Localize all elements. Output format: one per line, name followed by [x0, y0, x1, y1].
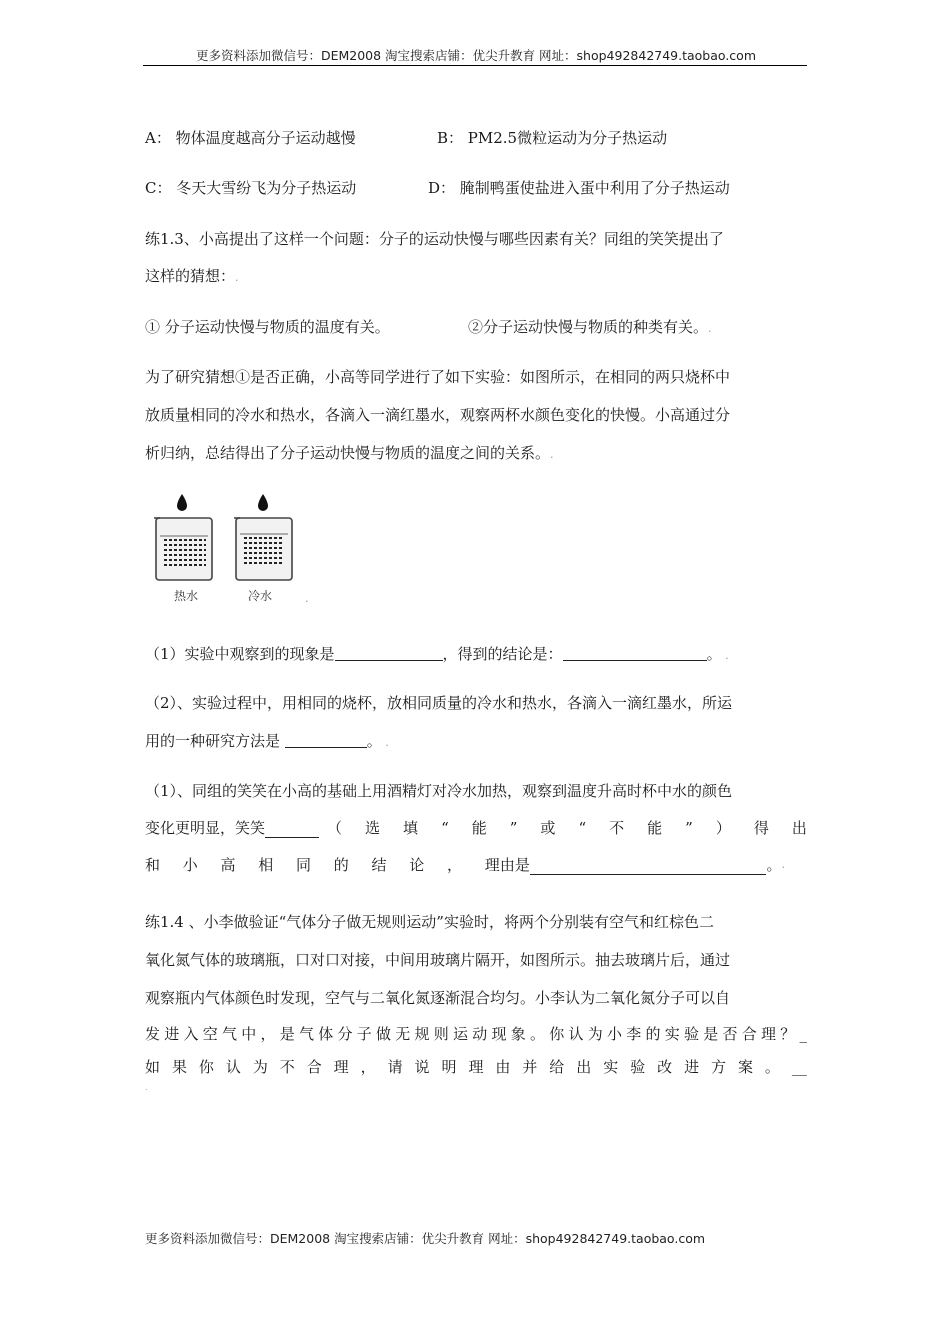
option-c: C： 冬天大雪纷飞为分子热运动 — [145, 179, 357, 197]
q14-line-4-char: 小 — [607, 1025, 623, 1043]
q14-line-4-char: 象 — [510, 1025, 526, 1043]
guess-1: ① 分子运动快慢与物质的温度有关。 — [145, 318, 390, 336]
q14-line-4-char: 。 — [530, 1025, 546, 1043]
q14-line-4-char: 子 — [356, 1025, 372, 1043]
q14-line-4-char: 规 — [414, 1025, 430, 1043]
page-header: 更多资料添加微信号：DEM2008 淘宝搜索店铺：优尖升教育 网址：shop492842749.taobao.com — [195, 48, 757, 63]
q14-line-5-char: 如 — [145, 1058, 161, 1076]
sub2-prompt: 用的一种研究方法是 — [145, 732, 281, 750]
guess-2: ②分子运动快慢与物质的种类有关。. — [468, 318, 712, 336]
reason-prompt-char: 小 — [182, 856, 198, 874]
q14-line-4 — [145, 1024, 807, 1044]
reason-prompt-char: 理 — [484, 856, 500, 874]
reason-prompt-char: 结 — [371, 856, 387, 874]
q14-line-4-char: 是 — [703, 1025, 719, 1043]
q13-line-2: 这样的猜想：. — [145, 267, 239, 285]
q14-line-4-char: 中 — [241, 1025, 257, 1043]
q14-line-5-char: __ — [791, 1058, 807, 1076]
reason-prompt-char: 高 — [220, 856, 236, 874]
document-page: 更多资料添加微信号：DEM2008 淘宝搜索店铺：优尖升教育 网址：shop492842749.taobao.com A： 物体温度越高分子运动越慢 B： PM2.5微粒运动为分子热运动 C： 冬天大雪纷飞为分子热运动 D： 腌制鸭蛋使盐进入蛋中利用了分子热运动 练1.3、小高提出了这样一个问题：分子的运动快慢与哪些因素有关？同组的笑笑提出了 这样的猜想：. ① 分子运动快慢与物质的温度有关。 ②分子运动快慢与物质的种类有关。. 为了研究猜想①是否正确，小高等同学进行了如下实验：如图所示，在相同的两只烧杯中 放质量相同的冷水和热水，各滴入一滴红墨水，观察两杯水颜色变化的快慢。小高通过分 析归纳，总结得出了分子运动快慢与物质的温度之间的关系。. 热水 冷水 . （1）实验中观察到的现象是 ，得到的结论是： 。 . （2）、实验过程中，用相同的烧杯，放相同质量的冷水和热水，各滴入一滴红墨水，所运 用的一种研究方法是 。 . （1）、同组的笑笑在小高的基础上用酒精灯对冷水加热，观察到温度升高时杯中水的颜色 变化更明显，笑笑 （ 选 填 “ 能 ” 或 “ 不 能 ” ） 得 出 和 小 高 相 同 的 结 论 ， 理 由是 。 . 练1.4 、小李做验证“气体分子做无规则运动”实验时，将两个分别装有空气和红棕色二 氧化氮气体的玻璃瓶，口对口对接，中间用玻璃片隔开，如图所示。抽去玻璃片后，通过 观察瓶内气体颜色时发现，空气与二氧化氮逐渐混合均匀。小李认为二氧化氮分子可以自 发 进 入 空 气 中 ， 是 气 体 分 子 做 无 规 则 运 动 现 象 。 你 认 为 小 李 的 实 验 是 否 合 理 ？ _ 如 果 你 认 为 不 合 理 ， 请 说 明 理 由 并 给 出 实 验 改 进 方 案 。 __ . 更多资料添加微信号：DEM2008 淘宝搜索店铺：优尖升教育 网址：shop492842749.taobao.com — [145, 48, 807, 1246]
q14-line-5-char: ， — [360, 1058, 376, 1076]
q14-line-5-char: 验 — [630, 1058, 646, 1076]
sub2-end: 。 — [366, 732, 382, 750]
cold-water-label: 冷水 — [248, 589, 273, 603]
q14-line-3: 观察瓶内气体颜色时发现，空气与二氧化氮逐渐混合均匀。小李认为二氧化氮分子可以自 — [145, 989, 731, 1007]
q14-line-4-char: 发 — [145, 1025, 161, 1043]
reason-prompt-char: 同 — [296, 856, 312, 874]
ink-drop-icon — [258, 494, 268, 511]
sub3-prompt: 变化更明显，笑笑 — [145, 819, 266, 837]
option-b: B： PM2.5微粒运动为分子热运动 — [437, 129, 668, 147]
q14-line-5-char: 给 — [549, 1058, 565, 1076]
q14-line-4-char: 的 — [645, 1025, 661, 1043]
q14-line-4-char: 进 — [164, 1025, 180, 1043]
q14-line-4-char: 实 — [664, 1025, 680, 1043]
q14-line-5-char: 实 — [603, 1058, 619, 1076]
hot-water-label: 热水 — [174, 589, 199, 603]
page-footer: 更多资料添加微信号：DEM2008 淘宝搜索店铺：优尖升教育 网址：shop492842749.taobao.com — [145, 1231, 706, 1246]
reason-prompt-char: 相 — [258, 856, 274, 874]
sub3-reason-prompt — [145, 855, 500, 875]
reason-prompt-char: 论 — [409, 856, 425, 874]
sub-question-1: （1）实验中观察到的现象是 ，得到的结论是： 。 . — [145, 645, 729, 663]
answer-blank-conclusion[interactable] — [563, 644, 707, 661]
sub1-end: 。 — [706, 645, 722, 663]
q14-line-4-char: 入 — [183, 1025, 199, 1043]
choice-hint-char: 选 — [365, 819, 381, 837]
beaker-figure: 热水 冷水 . — [150, 492, 320, 607]
q13-para-3-text: 析归纳，总结得出了分子运动快慢与物质的温度之间的关系。 — [145, 444, 551, 462]
q14-line-4-char: 空 — [202, 1025, 218, 1043]
q14-line-5-char: 合 — [306, 1058, 322, 1076]
q14-line-5-char: 。 — [764, 1058, 780, 1076]
q14-line-4-char: 验 — [684, 1025, 700, 1043]
choice-hint-char: （ — [327, 819, 343, 837]
reason-prompt-char: ， — [447, 856, 463, 874]
q14-line-5-char: 你 — [198, 1058, 214, 1076]
q14-line-5-char: 明 — [441, 1058, 457, 1076]
q14-line-5-char: 理 — [333, 1058, 349, 1076]
choice-hint-char: 出 — [791, 819, 807, 837]
q14-line-4-char: 你 — [549, 1025, 565, 1043]
q14-line-4-char: _ — [799, 1025, 807, 1043]
q14-line-4-char: 体 — [318, 1025, 334, 1043]
q14-line-5-char: 请 — [387, 1058, 403, 1076]
choice-hint-char: 能 — [471, 819, 487, 837]
q14-line-5-char: 认 — [225, 1058, 241, 1076]
q14-line-4-char: 动 — [472, 1025, 488, 1043]
q14-line-4-char: 李 — [626, 1025, 642, 1043]
option-d: D： 腌制鸭蛋使盐进入蛋中利用了分子热运动 — [428, 179, 730, 197]
header-divider — [143, 65, 807, 66]
answer-blank-reason[interactable] — [530, 858, 767, 875]
q14-line-4-char: 认 — [568, 1025, 584, 1043]
q14-line-4-char: 分 — [337, 1025, 353, 1043]
reason-prompt-char: 和 — [145, 856, 161, 874]
q14-line-4-char: 是 — [279, 1025, 295, 1043]
q14-line-4-char: 理 — [761, 1025, 777, 1043]
q14-line-5-char: 理 — [468, 1058, 484, 1076]
q14-line-5-char: 不 — [279, 1058, 295, 1076]
q14-line-5-char: 说 — [414, 1058, 430, 1076]
q14-line-4-char: ？ — [780, 1025, 796, 1043]
q14-line-5-char: 方 — [711, 1058, 727, 1076]
cold-water-beaker — [234, 494, 292, 580]
q14-line-5-char: 为 — [252, 1058, 268, 1076]
q13-line-2-text: 这样的猜想： — [145, 267, 236, 285]
choice-hint-char: “ — [441, 819, 449, 837]
q14-line-4-char: 运 — [453, 1025, 469, 1043]
reason-prompt-char: 的 — [333, 856, 349, 874]
choice-hint-char: 不 — [609, 819, 625, 837]
q14-line-4-char: 合 — [741, 1025, 757, 1043]
q14-line-5-char: 改 — [657, 1058, 673, 1076]
sub-question-3-line-3: 和 小 高 相 同 的 结 论 ， 理 由是 。 . — [145, 856, 785, 874]
q14-line-1: 练1.4 、小李做验证“气体分子做无规则运动”实验时，将两个分别装有空气和红棕色二 — [145, 913, 714, 931]
q13-para-3: 析归纳，总结得出了分子运动快慢与物质的温度之间的关系。. — [145, 444, 554, 462]
q14-line-4-char: 则 — [433, 1025, 449, 1043]
ink-drop-icon — [177, 494, 187, 511]
choice-hint-char: 能 — [647, 819, 663, 837]
q14-line-2: 氧化氮气体的玻璃瓶，口对口对接，中间用玻璃片隔开，如图所示。抽去玻璃片后，通过 — [145, 951, 731, 969]
choice-hint-char: ” — [509, 819, 518, 837]
hot-water-beaker — [154, 494, 212, 580]
option-a: A： 物体温度越高分子运动越慢 — [145, 129, 356, 147]
q14-line-4-char: 气 — [299, 1025, 315, 1043]
q14-line-5-char: 并 — [522, 1058, 538, 1076]
q14-line-5 — [145, 1057, 807, 1077]
choice-hint-char: “ — [578, 819, 587, 837]
q14-line-5-char: 出 — [576, 1058, 592, 1076]
choice-hint-char: 或 — [540, 819, 556, 837]
q14-line-4-char: 为 — [587, 1025, 603, 1043]
answer-blank-method[interactable] — [285, 731, 367, 748]
q14-line-5-char: 进 — [684, 1058, 700, 1076]
q13-para-2: 放质量相同的冷水和热水，各滴入一滴红墨水，观察两杯水颜色变化的快慢。小高通过分 — [145, 406, 731, 424]
sub3-end: 。 — [766, 856, 782, 874]
sub3-choice-hint — [327, 818, 807, 838]
q13-para-1: 为了研究猜想①是否正确，小高等同学进行了如下实验：如图所示，在相同的两只烧杯中 — [145, 368, 731, 386]
guess-2-text: ②分子运动快慢与物质的种类有关。 — [468, 318, 709, 336]
sub-question-3-line-1: （1）、同组的笑笑在小高的基础上用酒精灯对冷水加热，观察到温度升高时杯中水的颜色 — [145, 782, 733, 800]
q14-line-5-char: 由 — [495, 1058, 511, 1076]
choice-hint-char: 得 — [753, 819, 769, 837]
q14-line-4-char: ， — [260, 1025, 276, 1043]
sub-question-2-line-1: （2）、实验过程中，用相同的烧杯，放相同质量的冷水和热水，各滴入一滴红墨水，所运 — [145, 694, 733, 712]
q14-line-4-char: 无 — [395, 1025, 411, 1043]
sub1-conclusion-prompt: ，得到的结论是： — [442, 645, 563, 663]
q14-line-5-char: 案 — [737, 1058, 753, 1076]
q13-line-1: 练1.3、小高提出了这样一个问题：分子的运动快慢与哪些因素有关？同组的笑笑提出了 — [145, 230, 724, 248]
sub1-prompt: （1）实验中观察到的现象是 — [145, 645, 335, 663]
choice-hint-char: ” — [685, 819, 693, 837]
choice-hint-char: 填 — [403, 819, 419, 837]
sub-question-3-line-2 — [145, 818, 807, 838]
q14-line-4-char: 现 — [491, 1025, 507, 1043]
sub3-reason-tail: 由是 — [499, 856, 530, 874]
sub-question-2-line-2: 用的一种研究方法是 。 . — [145, 732, 389, 750]
answer-blank-can-or-cannot[interactable] — [265, 821, 319, 838]
answer-blank-phenomenon[interactable] — [335, 644, 443, 661]
q14-line-4-char: 气 — [222, 1025, 238, 1043]
q14-line-4-char: 否 — [722, 1025, 738, 1043]
choice-hint-char: ） — [715, 819, 731, 837]
q14-line-4-char: 做 — [376, 1025, 392, 1043]
q14-line-5-char: 果 — [171, 1058, 187, 1076]
